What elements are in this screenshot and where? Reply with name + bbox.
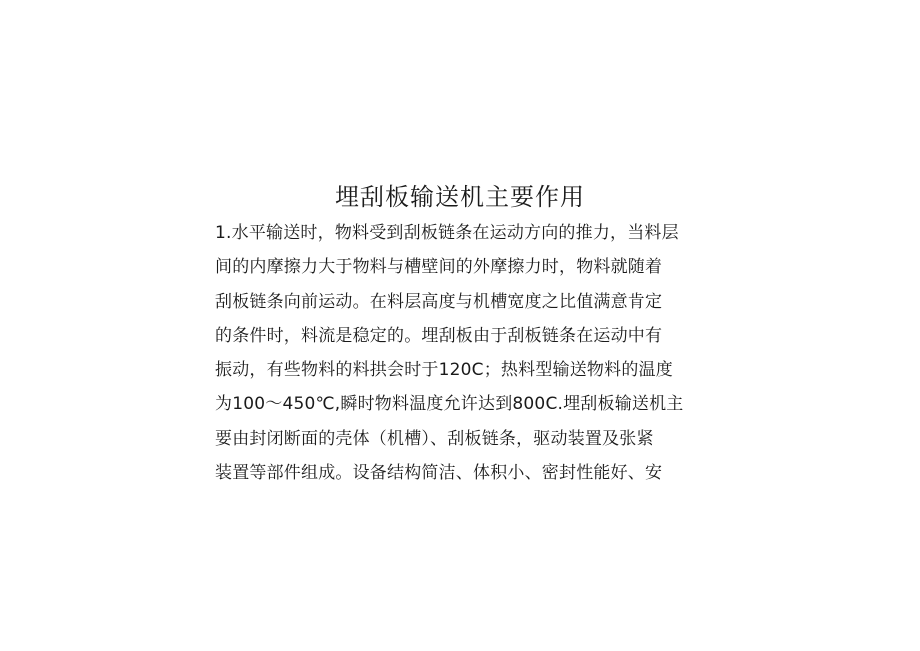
body-line-7: 要由封闭断面的壳体（机槽）、刮板链条，驱动装置及张紧 <box>215 428 654 449</box>
document-title: 埋刮板输送机主要作用 <box>335 183 585 212</box>
body-line-2: 间的内摩擦力大于物料与槽壁间的外摩擦力时，物料就随着 <box>215 257 663 278</box>
document-body <box>215 216 715 490</box>
body-line-5: 振动，有些物料的料拱会时于120C；热料型输送物料的温度 <box>215 360 673 381</box>
body-line-3: 刮板链条向前运动。在料层高度与机槽宽度之比值满意肯定 <box>215 291 663 312</box>
body-line-1: 1.水平输送时，物料受到刮板链条在运动方向的推力，当料层 <box>215 223 679 243</box>
body-line-8: 装置等部件组成。设备结构简洁、体积小、密封性能好、安 <box>215 463 663 484</box>
body-line-4: 的条件时，料流是稳定的。埋刮板由于刮板链条在运动中有 <box>215 325 663 346</box>
body-line-6: 为100～450℃,瞬时物料温度允许达到800C.埋刮板输送机主 <box>215 394 684 415</box>
